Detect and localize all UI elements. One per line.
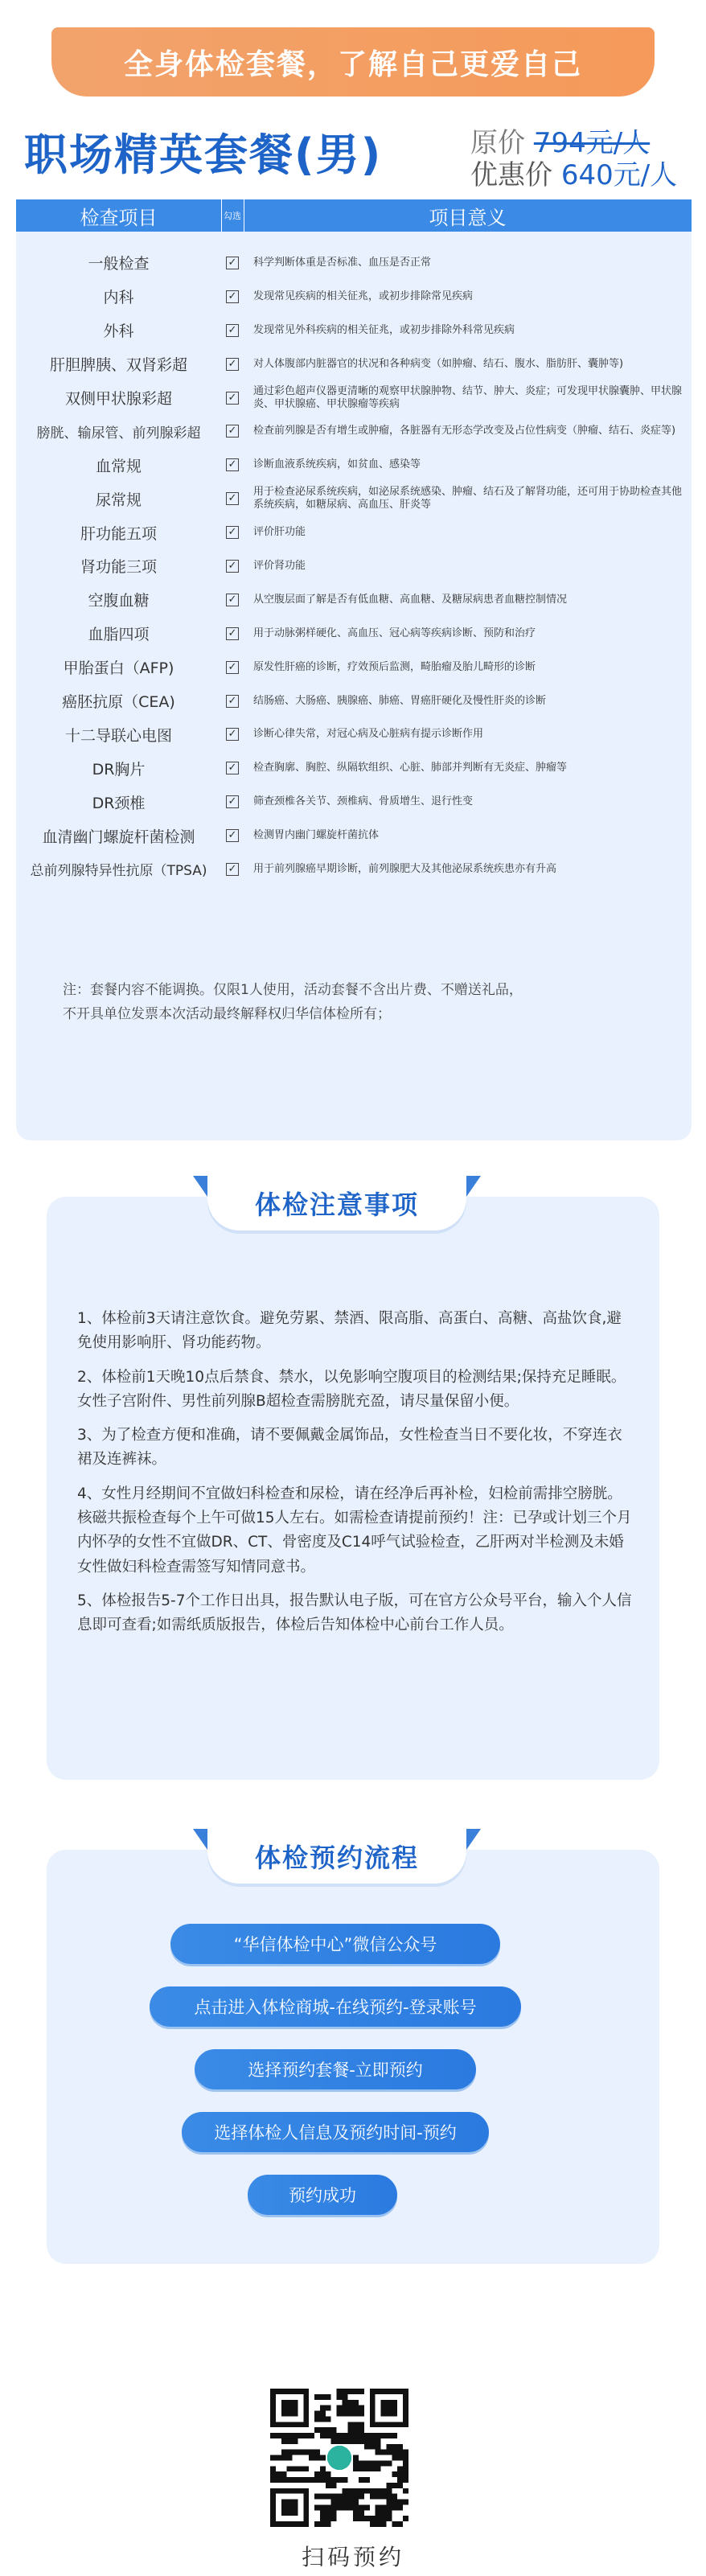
tab-ear	[466, 1829, 481, 1850]
table-row	[16, 684, 692, 718]
checkbox-icon[interactable]: ✓	[226, 762, 239, 774]
row-check	[221, 829, 244, 842]
row-check	[221, 594, 244, 606]
row-item: 肝功能五项	[80, 524, 157, 543]
process-step-5[interactable]: 预约成功	[248, 2175, 397, 2215]
top-banner	[51, 27, 655, 97]
col-header-check: 勾选	[224, 211, 241, 221]
sale-price-label: 优惠价	[470, 159, 552, 191]
checkbox-icon[interactable]: ✓	[226, 863, 239, 876]
row-item: 外科	[103, 323, 134, 341]
table-row	[16, 717, 692, 751]
notice-item: 2、体检前1天晚10点后禁食、禁水，以免影响空腹项目的检测结果;保持充足睡眠。女性子宫附件、男性前列腺B超检查需膀胱充盈，请尽量保留小便。	[77, 1368, 626, 1410]
row-item: DR胸片	[92, 760, 146, 779]
notice-item: 3、为了检查方便和准确，请不要佩戴金属饰品，女性检查当日不要化妆，不穿连衣裙及连裤袜。	[77, 1427, 622, 1469]
row-item: 癌胚抗原（CEA)	[62, 693, 175, 712]
notice-title-tab	[207, 1176, 466, 1230]
checkbox-icon[interactable]: ✓	[226, 594, 239, 606]
checkbox-icon[interactable]: ✓	[226, 392, 239, 405]
row-desc: 评价肾功能	[253, 559, 306, 572]
row-check	[221, 560, 244, 573]
notice-item: 4、女性月经期间不宜做妇科检查和尿检，请在经净后再补检，妇检前需排空膀胱。核磁共振检查每个上午可做15人左右。如需检查请提前预约！注：已孕或计划三个月内怀孕的女性不宜做DR、CT、骨密度及C14呼气试验检查，乙肝两对半检测及未婚女性做妇科检查需签写知情同意书。	[77, 1485, 632, 1576]
row-check	[221, 458, 244, 471]
row-check	[221, 728, 244, 741]
checkbox-icon[interactable]: ✓	[226, 695, 239, 708]
tab-ear	[193, 1176, 207, 1197]
row-desc: 诊断血液系统疾病，如贫血、感染等	[253, 458, 421, 471]
original-price-label: 原价	[470, 127, 525, 159]
process-title: 体检预约流程	[254, 1843, 419, 1873]
row-desc: 发现常见疾病的相关征兆，或初步排除常见疾病	[253, 290, 474, 302]
row-item: 血脂四项	[88, 626, 150, 644]
row-check	[221, 762, 244, 774]
row-check	[221, 627, 244, 640]
notice-title: 体检注意事项	[254, 1189, 419, 1220]
row-item: 尿常规	[95, 491, 142, 509]
table-row	[16, 347, 692, 381]
table-row	[16, 853, 692, 886]
checkbox-icon[interactable]: ✓	[226, 627, 239, 640]
row-desc: 结肠癌、大肠癌、胰腺癌、肺癌、胃癌肝硬化及慢性肝炎的诊断	[253, 694, 547, 707]
header-divider	[221, 199, 222, 232]
qr-label: 扫码预约	[301, 2544, 404, 2570]
row-desc: 原发性肝癌的诊断，疗效预后监测，畸胎瘤及胎儿畸形的诊断	[253, 660, 536, 673]
process-title-tab	[207, 1829, 466, 1884]
row-desc: 检查胸廓、胸腔、纵隔软组织、心脏、肺部并判断有无炎症、肿瘤等	[253, 762, 568, 774]
row-check	[221, 795, 244, 808]
row-desc: 诊断心律失常，对冠心病及心脏病有提示诊断作用	[253, 728, 484, 741]
package-table	[16, 199, 692, 1140]
note-line: 不开具单位发票本次活动最终解释权归华信体检所有；	[63, 1006, 391, 1022]
row-desc: 用于检查泌尿系统疾病，如泌尿系统感染、肿瘤、结石及了解肾功能，还可用于协助检查其他系统疾病，如糖尿病、高血压、肝炎等	[253, 486, 683, 512]
process-step-2[interactable]: 点击进入体检商城-在线预约-登录账号	[150, 1986, 521, 2027]
row-check	[221, 358, 244, 371]
tab-ear	[193, 1829, 207, 1850]
table-row	[16, 381, 692, 415]
col-header-meaning: 项目意义	[429, 206, 507, 229]
table-row	[16, 246, 692, 280]
checkbox-icon[interactable]: ✓	[226, 560, 239, 573]
checkbox-icon[interactable]: ✓	[226, 492, 239, 505]
table-row	[16, 651, 692, 684]
row-check	[221, 863, 244, 876]
row-desc: 用于前列腺癌早期诊断，前列腺肥大及其他泌尿系统疾患亦有升高	[253, 862, 557, 875]
row-check	[221, 492, 244, 505]
table-body	[16, 246, 692, 886]
table-row	[16, 549, 692, 583]
package-note	[63, 978, 642, 1026]
table-row	[16, 516, 692, 549]
row-check	[221, 661, 244, 674]
checkbox-icon[interactable]: ✓	[226, 358, 239, 371]
row-check	[221, 526, 244, 539]
row-item: 总前列腺特异性抗原（TPSA)	[30, 863, 207, 880]
checkbox-icon[interactable]: ✓	[226, 324, 239, 337]
checkbox-icon[interactable]: ✓	[226, 526, 239, 539]
table-header	[16, 199, 692, 232]
row-desc: 对人体腹部内脏器官的状况和各种病变（如肿瘤、结石、腹水、脂肪肝、囊肿等)	[253, 357, 624, 370]
row-item: 血清幽门螺旋杆菌检测	[42, 828, 195, 846]
banner-text: 全身体检套餐，了解自己更爱自己	[123, 47, 582, 81]
checkbox-icon[interactable]: ✓	[226, 425, 239, 438]
row-item: 膀胱、输尿管、前列腺彩超	[36, 425, 201, 442]
qr-code[interactable]	[270, 2389, 408, 2527]
original-price-value: 794元/人	[533, 127, 651, 159]
row-desc: 检查前列腺是否有增生或肿瘤，各脏器有无形态学改变及占位性病变（肿瘤、结石、炎症等)	[253, 425, 676, 438]
table-row	[16, 617, 692, 651]
process-step-3[interactable]: 选择预约套餐-立即预约	[195, 2049, 476, 2089]
note-line: 注：套餐内容不能调换。仅限1人使用，活动套餐不含出片费、不赠送礼品，	[63, 982, 523, 998]
row-item: 一般检查	[88, 255, 150, 273]
row-check	[221, 257, 244, 269]
row-item: 肝胆脾胰、双肾彩超	[49, 356, 187, 375]
row-check	[221, 695, 244, 708]
row-desc: 评价肝功能	[253, 526, 306, 539]
row-item: 双侧甲状腺彩超	[64, 390, 172, 408]
checkbox-icon[interactable]: ✓	[226, 829, 239, 842]
notice-list	[77, 1307, 632, 1648]
process-step-4[interactable]: 选择体检人信息及预约时间-预约	[182, 2112, 489, 2152]
row-check	[221, 324, 244, 337]
row-desc: 发现常见外科疾病的相关征兆，或初步排除外科常见疾病	[253, 323, 515, 336]
table-row	[16, 314, 692, 347]
process-step-1[interactable]: “华信体检中心”微信公众号	[170, 1924, 500, 1964]
row-desc: 科学判断体重是否标准、血压是否正常	[253, 256, 432, 269]
table-row	[16, 414, 692, 448]
checkbox-icon[interactable]: ✓	[226, 290, 239, 303]
row-item: 内科	[103, 289, 134, 307]
row-item: 十二导联心电图	[64, 726, 172, 745]
notice-item: 5、体检报告5-7个工作日出具，报告默认电子版，可在官方公众号平台，输入个人信息即可查看;如需纸质版报告，体检后告知体检中心前台工作人员。	[77, 1592, 632, 1634]
row-item: 血常规	[95, 457, 142, 475]
row-item: 肾功能三项	[80, 558, 157, 577]
tab-ear	[466, 1176, 481, 1197]
notice-item: 1、体检前3天请注意饮食。避免劳累、禁酒、限高脂、高蛋白、高糖、高盐饮食,避免使用影响肝、肾功能药物。	[77, 1310, 622, 1352]
col-header-item: 检查项目	[80, 206, 158, 229]
row-desc: 通过彩色超声仪器更清晰的观察甲状腺肿物、结节、肿大、炎症；可发现甲状腺囊肿、甲状腺炎、甲状腺癌、甲状腺瘤等疾病	[253, 384, 683, 410]
checkbox-icon[interactable]: ✓	[226, 728, 239, 741]
row-check	[221, 392, 244, 405]
row-desc: 用于动脉粥样硬化、高血压、冠心病等疾病诊断、预防和治疗	[253, 627, 536, 639]
table-row	[16, 583, 692, 617]
table-row	[16, 280, 692, 314]
row-check	[221, 290, 244, 303]
row-desc: 筛查颈椎各关节、颈椎病、骨质增生、退行性变	[253, 795, 474, 808]
row-item: 空腹血糖	[88, 592, 150, 610]
table-row	[16, 448, 692, 482]
row-desc: 检测胃内幽门螺旋杆菌抗体	[253, 829, 380, 842]
row-item: DR颈椎	[92, 794, 146, 812]
table-row	[16, 785, 692, 819]
checkbox-icon[interactable]: ✓	[226, 257, 239, 269]
table-row	[16, 482, 692, 516]
checkbox-icon[interactable]: ✓	[226, 795, 239, 808]
sale-price	[470, 153, 677, 192]
table-row	[16, 751, 692, 785]
checkbox-icon[interactable]: ✓	[226, 458, 239, 471]
sale-price-value: 640元/人	[560, 159, 678, 191]
row-item: 甲胎蛋白（AFP)	[63, 659, 174, 678]
table-row	[16, 819, 692, 853]
row-check	[221, 425, 244, 438]
row-desc: 从空腹层面了解是否有低血糖、高血糖、及糖尿病患者血糖控制情况	[253, 593, 568, 606]
checkbox-icon[interactable]: ✓	[226, 661, 239, 674]
package-title: 职场精英套餐(男)	[24, 129, 383, 180]
